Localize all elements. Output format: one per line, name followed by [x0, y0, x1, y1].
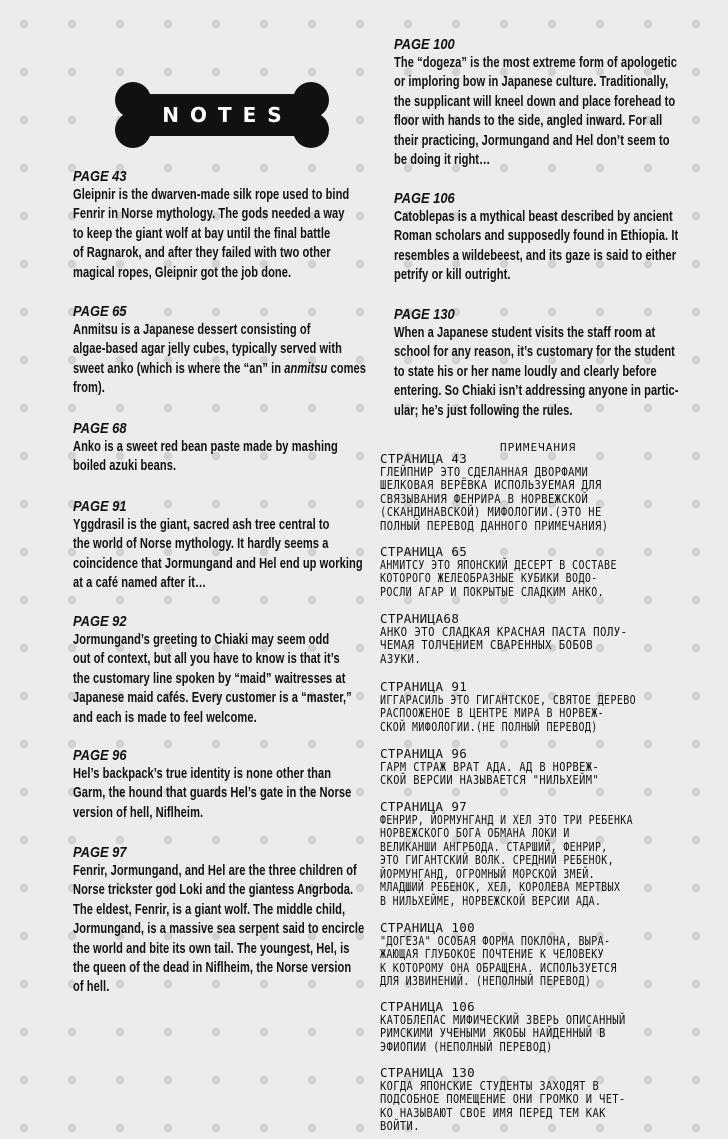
note-line: or imploring bow in Japanese culture. Traditionally,	[394, 74, 669, 91]
note-line: algae-based agar jelly cubes, typically served with	[73, 341, 342, 358]
note-page-label: PAGE 96	[73, 747, 127, 764]
translation-line: ДЛЯ ИЗВИНЕНИЙ. (НЕПОЛНЫЙ ПЕРЕВОД)	[380, 974, 592, 989]
note-page-130	[394, 305, 728, 421]
note-line: Jormungand, is a massive sea serpent said to encircle	[73, 921, 365, 938]
translation-line: ПОЛНЫЙ ПЕРЕВОД ДАННОГО ПРИМЕЧАНИЯ)	[380, 518, 609, 533]
note-line: ular; he’s just following the rules.	[394, 402, 573, 419]
translation-page-label: СТРАНИЦА 106	[380, 999, 476, 1014]
note-line: Japanese maid cafés. Every customer is a “master,”	[73, 690, 352, 707]
note-line: the world and bite its own tail. The youngest, Hel, is	[73, 940, 350, 957]
note-line: Garm, the hound that guards Hel’s gate in the Norse	[73, 785, 352, 802]
note-line: resembles a wildebeest, and its gaze is said to either	[394, 247, 677, 264]
note-line: the queen of the dead in Niflheim, the Norse version	[73, 960, 352, 977]
note-line: Fenrir, Jormungand, and Hel are the three children of	[73, 863, 357, 879]
translation-page-label: СТРАНИЦА 100	[380, 920, 476, 935]
translation-line: ЭТО ГИГАНТСКИЙ ВОЛК. СРЕДНИЙ РЕБЕНОК,	[380, 853, 614, 868]
translation-line: КАТОБЛЕПАС МИФИЧЕСКИЙ ЗВЕРЬ ОПИСАННЫЙ	[380, 1012, 626, 1027]
translation-line: РАСПООЖЕНОЕ В ЦЕНТРЕ МИРА В НОРВЕЖ-	[380, 706, 605, 721]
translation-page-label: СТРАНИЦА68	[380, 611, 460, 626]
translation-line: МЛАДШИЙ РЕБЕНОК, ХЕЛ, КОРОЛЕВА МЕРТВЫХ	[380, 880, 621, 895]
translation-line: (СКАНДИНАВСКОЙ) МИФОЛОГИИ.(ЭТО НЕ	[380, 505, 602, 520]
translation-line: ЙОРМУНГАНД, ОГРОМНЫЙ МОРСКОЙ ЗМЕЙ.	[380, 866, 595, 881]
note-line: be doing it right…	[394, 152, 491, 169]
note-line: boiled azuki beans.	[73, 458, 177, 475]
translation-page-label: СТРАНИЦА 91	[380, 679, 468, 694]
translation-line: КОГДА ЯПОНСКИЕ СТУДЕНТЫ ЗАХОДЯТ В	[380, 1078, 600, 1093]
note-page-label: PAGE 68	[73, 420, 127, 437]
translation-line: ГАРМ СТРАЖ ВРАТ АДА. АД В НОРВЕЖ-	[380, 759, 600, 774]
note-line: Gleipnir is the dwarven-made silk rope used to bind	[73, 187, 350, 203]
note-page-106	[394, 189, 728, 286]
note-line: Fenrir in Norse mythology. The gods needed a way	[73, 206, 345, 223]
translation-block-100	[380, 921, 672, 989]
note-line: to keep the giant wolf at bay until the final battle	[73, 225, 331, 242]
translation-line: КО НАЗЫВАЮТ СВОЕ ИМЯ ПЕРЕД ТЕМ КАК	[380, 1105, 606, 1120]
note-line: coincidence that Jormungand and Hel end up working	[73, 555, 363, 572]
translation-line: РОСЛИ АГАР И ПОКРЫТЫЕ СЛАДКИМ АНКО.	[380, 584, 605, 599]
note-page-label: PAGE 43	[73, 168, 127, 185]
translation-block-130	[380, 1066, 672, 1134]
translation-block-43	[380, 452, 649, 533]
translation-line: К КОТОРОМУ ОНА ОБРАЩЕНА. ИСПОЛЬЗУЕТСЯ	[380, 960, 617, 975]
translation-line: СКОЙ МИФОЛОГИИ.(НЕ ПОЛНЫЙ ПЕРЕВОД)	[380, 719, 598, 734]
translation-block-68	[380, 612, 665, 666]
note-line: When a Japanese student visits the staff room at	[394, 325, 656, 341]
note-line: Roman scholars and supposedly found in Ethiopia. It	[394, 228, 679, 245]
translation-line: ВОЙТИ.	[380, 1119, 420, 1134]
note-page-label: PAGE 106	[394, 190, 455, 207]
note-page-label: PAGE 91	[73, 498, 127, 515]
translation-page-label: СТРАНИЦА 43	[380, 451, 468, 466]
note-line: petrify or kill outright.	[394, 267, 511, 284]
note-line: of hell.	[73, 979, 110, 996]
note-line: Yggdrasil is the giant, sacred ash tree central to	[73, 517, 330, 533]
translation-line: ИГГАРАСИЛЬ ЭТО ГИГАНТСКОЕ, СВЯТОЕ ДЕРЕВО	[380, 692, 637, 707]
translation-block-65	[380, 545, 672, 599]
note-page-100	[394, 35, 728, 170]
translation-line: СКОЙ ВЕРСИИ НАЗЫВАЕТСЯ "НИЛЬХЕЙМ"	[380, 773, 600, 788]
translation-page-label: СТРАНИЦА 97	[380, 799, 468, 814]
note-page-label: PAGE 65	[73, 303, 127, 320]
notes-heading: NOTES	[162, 103, 293, 127]
note-page-label: PAGE 100	[394, 36, 455, 53]
note-line: magical ropes, Gleipnir got the job done.	[73, 264, 292, 281]
translation-line: КОТОРОГО ЖЕЛЕОБРАЗНЫЕ КУБИКИ ВОДО-	[380, 571, 598, 586]
notes-badge	[113, 82, 331, 148]
note-line: Catoblepas is a mythical beast described by ancient	[394, 209, 673, 225]
translation-block-96	[380, 747, 641, 788]
translation-page-label: СТРАНИЦА 130	[380, 1065, 476, 1080]
note-line: Norse trickster god Loki and the giantess Angrboda.	[73, 882, 354, 899]
anmitsu-italic: anmitsu	[284, 360, 328, 377]
translation-line: ЖАЮЩАЯ ГЛУБОКОЕ ПОЧТЕНИЕ К ЧЕЛОВЕКУ	[380, 947, 605, 962]
note-line: Hel’s backpack’s true identity is none other than	[73, 766, 332, 782]
note-line: The eldest, Fenrir, is a giant wolf. The middle child,	[73, 901, 346, 918]
translation-block-106	[380, 1000, 672, 1054]
translation-line: ВЕЛИКАНШИ АНГРБОДА. СТАРШИЙ, ФЕНРИР,	[380, 839, 608, 854]
note-line: The “dogeza” is the most extreme form of apologetic	[394, 55, 678, 71]
note-page-68	[73, 419, 421, 477]
translation-line: ЭФИОПИИ (НЕПОЛНЫЙ ПЕРЕВОД)	[380, 1039, 553, 1054]
translation-line: АЗУКИ.	[380, 651, 422, 666]
note-line: and each is made to feel welcome.	[73, 709, 257, 726]
translation-line: ЧЕМАЯ ТОЛЧЕНИЕМ СВАРЕННЫХ БОБОВ	[380, 638, 594, 653]
translation-line: РИМСКИМИ УЧЕНЫМИ ЯКОБЫ НАЙДЕННЫЙ В	[380, 1026, 606, 1041]
translation-line: ШЕЛКОВАЯ ВЕРЁВКА ИСПОЛЬЗУЕМАЯ ДЛЯ	[380, 478, 602, 493]
note-line: version of hell, Niflheim.	[73, 804, 204, 821]
note-line: floor with hands to the side, angled inward. For all	[394, 113, 663, 130]
translation-page-label: СТРАНИЦА 65	[380, 544, 468, 559]
note-line: entering. So Chiaki isn’t addressing anyone in partic-	[394, 383, 679, 400]
translation-line: НОРВЕЖСКОГО БОГА ОБМАНА ЛОКИ И	[380, 826, 570, 841]
note-line: sweet anko (which is where the “an” in anmitsu comes	[73, 360, 367, 377]
translation-line: АНКО ЭТО СЛАДКАЯ КРАСНАЯ ПАСТА ПОЛУ-	[380, 624, 628, 639]
translation-line: СВЯЗЫВАНИЯ ФЕНРИРА В НОРВЕЖСКОЙ	[380, 491, 589, 506]
note-line: their practicing, Jormungand and Hel don’t seem to	[394, 132, 670, 149]
note-line: to state his or her name loudly and clearly before	[394, 363, 657, 380]
note-page-43	[73, 167, 437, 283]
note-line: Anko is a sweet red bean paste made by mashing	[73, 439, 338, 455]
note-page-label: PAGE 130	[394, 306, 455, 323]
translation-line: ФЕНРИР, ЙОРМУНГАНД И ХЕЛ ЭТО ТРИ РЕБЕНКА	[380, 812, 633, 827]
note-page-label: PAGE 92	[73, 613, 127, 630]
translation-line: ГЛЕЙПНИР ЭТО СДЕЛАННАЯ ДВОРФАМИ	[380, 464, 589, 479]
translation-block-91	[380, 680, 696, 734]
note-line: the customary line spoken by “maid” waitresses at	[73, 670, 346, 687]
note-line: at a café named after it…	[73, 575, 207, 592]
note-line: school for any reason, it’s customary for the student	[394, 344, 675, 361]
translation-line: "ДОГЕЗА" ОСОБАЯ ФОРМА ПОКЛОНА, ВЫРА-	[380, 933, 611, 948]
note-line: from).	[73, 380, 105, 397]
note-line: out of context, but all you have to know is that it’s	[73, 651, 340, 668]
note-page-label: PAGE 97	[73, 844, 127, 861]
translation-line: АНМИТСУ ЭТО ЯПОНСКИЙ ДЕСЕРТ В СОСТАВЕ	[380, 557, 617, 572]
note-line: of Ragnarok, and after they failed with two other	[73, 245, 331, 262]
note-line: the world of Norse mythology. It hardly seems a	[73, 536, 329, 553]
translation-line: ПОДСОБНОЕ ПОМЕЩЕНИЕ ОНИ ГРОМКО И ЧЕТ-	[380, 1092, 626, 1107]
note-line: Jormungand’s greeting to Chiaki may seem odd	[73, 632, 330, 648]
note-line: Anmitsu is a Japanese dessert consisting of	[73, 322, 311, 338]
translation-block-97	[380, 800, 696, 909]
translation-line: В НИЛЬХЕЙМЕ, НОРВЕЖСКОЙ ВЕРСИИ АДА.	[380, 894, 602, 909]
translation-page-label: СТРАНИЦА 96	[380, 746, 468, 761]
note-line: the supplicant will kneel down and place forehead to	[394, 93, 676, 110]
translation-title: ПРИМЕЧАНИЯ	[500, 441, 577, 454]
